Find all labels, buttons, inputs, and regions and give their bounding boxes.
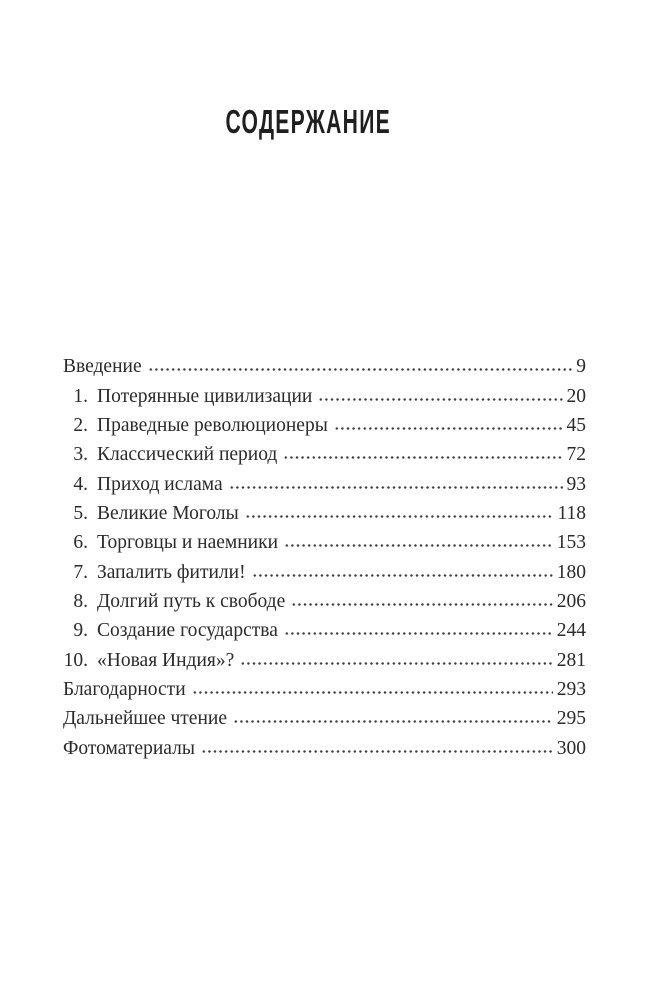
- dot-leader: [240, 662, 552, 665]
- toc-entry-number: 2.: [73, 414, 88, 436]
- toc-entry-number: 9.: [73, 620, 88, 642]
- toc-entry-title: Долгий путь к свободе: [97, 590, 286, 612]
- toc-entry-number: 1.: [73, 385, 88, 407]
- toc-entry-title: «Новая Индия»?: [97, 649, 235, 671]
- toc-entry-page: 9: [576, 356, 586, 378]
- toc-entry: [63, 584, 586, 613]
- toc-entry-page: 20: [566, 385, 586, 407]
- page-title-text: СОДЕРЖАНИЕ: [225, 103, 391, 140]
- dot-leader: [245, 515, 554, 518]
- toc-entry-title: Введение: [63, 356, 142, 378]
- toc-entry-page: 206: [556, 590, 586, 612]
- toc-entry-title: Фотоматериалы: [63, 737, 195, 759]
- toc-entry-title: Потерянные цивилизации: [97, 385, 313, 407]
- toc-entry-title: Создание государства: [97, 620, 278, 642]
- toc-entry-title: Приход ислама: [97, 473, 223, 495]
- toc-entry-page: 93: [566, 473, 586, 495]
- dot-leader: [229, 486, 563, 489]
- toc-entry-number: 10.: [63, 649, 88, 671]
- toc-entry-title: Запалить фитили!: [97, 561, 246, 583]
- toc-entry-title: Классический период: [97, 444, 278, 466]
- toc-entry-title: Торговцы и наемники: [97, 532, 279, 554]
- toc-entry-title: Праведные революционеры: [97, 414, 328, 436]
- toc-entry-number: 7.: [73, 561, 88, 583]
- dot-leader: [318, 398, 562, 401]
- toc-entry-page: 244: [556, 620, 586, 642]
- dot-leader: [291, 603, 552, 606]
- page-title: [0, 104, 660, 140]
- toc-entry-title: Великие Моголы: [97, 502, 239, 524]
- toc-entry: [63, 554, 586, 583]
- toc-entry: [63, 701, 586, 730]
- toc-entry: [63, 613, 586, 642]
- toc-entry: [63, 525, 586, 554]
- toc-entry: [63, 378, 586, 407]
- toc-entry-page: 300: [556, 737, 586, 759]
- toc-entry-number: 4.: [73, 473, 88, 495]
- toc-entry-title: Дальнейшее чтение: [63, 708, 227, 730]
- toc-entry-number: 5.: [73, 502, 88, 524]
- dot-leader: [148, 368, 573, 371]
- toc-entry: [63, 408, 586, 437]
- toc-entry-number: 8.: [73, 590, 88, 612]
- dot-leader: [201, 750, 553, 753]
- toc-entry: [63, 672, 586, 701]
- toc-entry: [63, 466, 586, 495]
- toc-entry-number: 6.: [73, 532, 88, 554]
- toc-entry: [63, 349, 586, 378]
- toc-entry-page: 293: [556, 678, 586, 700]
- dot-leader: [284, 632, 553, 635]
- toc-entry-page: 45: [566, 414, 586, 436]
- toc-entry-page: 72: [566, 444, 586, 466]
- toc-entry-page: 295: [556, 708, 586, 730]
- toc-entry: [63, 437, 586, 466]
- toc-entry-page: 180: [556, 561, 586, 583]
- toc-entry-number: 3.: [73, 444, 88, 466]
- toc-entry-page: 281: [556, 649, 586, 671]
- toc-entry: [63, 642, 586, 671]
- dot-leader: [284, 544, 553, 547]
- toc-entry-page: 118: [557, 502, 586, 524]
- table-of-contents: [0, 349, 660, 760]
- toc-entry: [63, 496, 586, 525]
- toc-entry-page: 153: [556, 532, 586, 554]
- dot-leader: [283, 456, 562, 459]
- dot-leader: [192, 691, 553, 694]
- dot-leader: [334, 427, 563, 430]
- dot-leader: [233, 720, 553, 723]
- toc-entry-title: Благодарности: [63, 678, 186, 700]
- dot-leader: [252, 574, 553, 577]
- toc-entry: [63, 730, 586, 759]
